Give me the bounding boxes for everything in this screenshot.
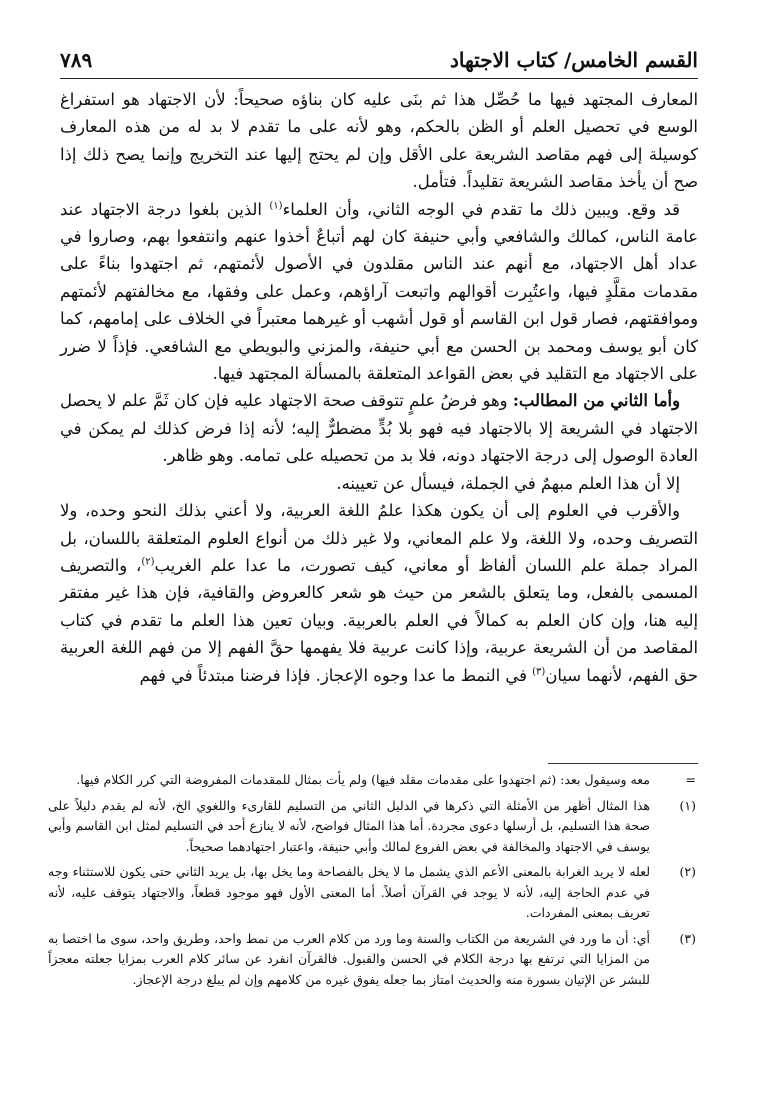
footnotes	[48, 770, 698, 995]
footnote: (١) هذا المثال أظهر من الأمثلة التي ذكرها في الدليل الثاني من التسليم للقارىء واللغوي الخ، لأنه لم يقدم دليلاً على صحة هذا التسليم، بل أرسلها دعوى مجردة. أما هذا المثال فواضح، لأنه لا ينازع أحد في التسليم لمثل ابن القاسم وأبي يوسف في الاجتهاد والمخالفة في بعض الفروع لمالك وأبي حنيفة، واعتبار اجتهادهما صحيحاً.	[48, 797, 696, 854]
page-header	[60, 40, 698, 79]
footnote-mark: (٢)	[679, 864, 696, 879]
footnote-mark: (٣)	[679, 930, 696, 946]
page-number: ٧٨٩	[60, 48, 93, 72]
footnote: = معه وسيقول بعد: (ثم اجتهدوا على مقدمات مقلد فيها) ولم يأت بمثال للمقدمات المفروضة التي كرر الكلام فيها.	[48, 770, 698, 791]
paragraph: قد وقع. ويبين ذلك ما تقدم في الوجه الثاني، وأن العلماء$^{(١)}$ الذين بلغوا درجة الاجتهاد عند عامة الناس، كمالك والشافعي وأبي حنيفة كان لهم أتباعٌ أخذوا عنهم وانتفعوا بهم، وصاروا في عداد أهل الاجتهاد، مع أنهم عند الناس مقلدون في الأصول لأئمتهم، ثم اجتهدوا بناءً على مقدمات مقلَّدٍ فيها، واعتُبِرت أقوالهم واتبعت آراؤهم، وعمل على وفقها، مع مخالفتهم لأئمتهم وموافقتهم، فصار قول ابن القاسم أو قول أشهب أو غيرهما معتبراً في الخلاف على إمامهم، كما كان أبو يوسف ومحمد بن الحسن مع أبي حنيفة، والمزني والبويطي مع الشافعي. فإذاً لا ضرر على الاجتهاد مع التقليد في بعض القواعد المتعلقة بالمسألة المجتهد فيها.	[60, 199, 698, 384]
footnote-mark: =	[685, 772, 696, 787]
footnote-ref: (٢)	[141, 556, 155, 568]
paragraph: المعارف المجتهد فيها ما حُصِّل هذا ثم بنَى عليه كان بناؤه صحيحاً: لأن الاجتهاد هو استفراغ الوسع في تحصيل العلم أو الظن بالحكم، وهو لأنه على ما تقدم لا بد له من هذه المعارف كوسيلة إلى فهم مقاصد الشريعة على الأقل وإن لم يحتج إليها عند التخريج وإنما يصح ذلك إذا صح أن يأخذ مقاصد الشريعة تقليداً. فتأمل.	[60, 90, 698, 192]
footnote-separator	[548, 763, 698, 764]
running-title: القسم الخامس/ كتاب الاجتهاد	[449, 48, 698, 72]
footnote-ref: (٣)	[532, 666, 546, 678]
footnote-ref: (١)	[269, 200, 283, 212]
paragraph: وأما الثاني من المطالب: وهو فرضُ علمٍ تتوقف صحة الاجتهاد عليه فإن كان ثَمَّ علم لا يحصل الاجتهاد في الشريعة إلا بالاجتهاد فيه فهو بلا بُدٍّ مضطرٌّ إليه؛ لأنه إذا فرض كذلك لم يمكن في العادة الوصول إلى درجة الاجتهاد دونه، فلا بد من تحصيله على تمامه. وهو ظاهر.	[60, 391, 698, 466]
paragraph: إلا أن هذا العلم مبهمٌ في الجملة، فيسأل عن تعيينه.	[336, 473, 680, 493]
footnote-mark: (١)	[679, 797, 696, 813]
footnote: (٢) لعله لا يريد الغرابة بالمعنى الأعم الذي يشمل ما لا يخل بالفصاحة وما يخل بها، بل يريد الثاني حتى يكون للاستثناء وجه في عدم الحاجة إليه، لأنه لا يوجد في القرآن أصلاً. أما المعنى الأول فهو موجود قطعاً، والاجتهاد يتوقف عليه، لأنه تعريف بمعنى المفردات.	[48, 864, 696, 920]
main-text	[60, 86, 698, 689]
paragraph: والأقرب في العلوم إلى أن يكون هكذا علمُ اللغة العربية، ولا أعني بذلك النحو وحده، ولا التصريف وحده، ولا اللغة، ولا علم المعاني، ولا غير ذلك من أنواع العلوم المتعلقة باللسان، بل المراد جملة علم اللسان ألفاظ أو معاني، كيف تصورت، ما عدا علم الغريب$^{(٢)}$، والتصريف المسمى بالفعل، وما يتعلق بالشعر من حيث هو شعر كالعروض والقافية، فإن هذا غير مفتقر إليه هنا، وإن كان العلم به كمالاً في العلم بالعربية. وبيان تعين هذا العلم ما تقدم في كتاب المقاصد من أن الشريعة عربية، وإذا كانت عربية فلا يفهمها حقَّ الفهم إلا من فهم اللغة العربية حق الفهم، لأنهما سيان$^{(٣)}$ في النمط ما عدا وجوه الإعجاز. فإذا فرضنا مبتدئاً في فهم	[60, 501, 698, 685]
footnote: (٣) أي: أن ما ورد في الشريعة من الكتاب والسنة وما ورد من كلام العرب من نمط واحد، وطريق واحد، سوى ما اختصا به من المزايا التي ترتفع بها درجة الكلام في الحسن والقبول. فالقرآن انفرد عن سائر كلام العرب بمزايا جعلته معجزاً للبشر عن الإتيان بسورة منه والحديث امتاز بما جعله يفوق غيره من كلامهم وإن لم يبلغ درجة الإعجاز.	[48, 930, 696, 987]
section-heading: وأما الثاني من المطالب:	[512, 391, 680, 411]
